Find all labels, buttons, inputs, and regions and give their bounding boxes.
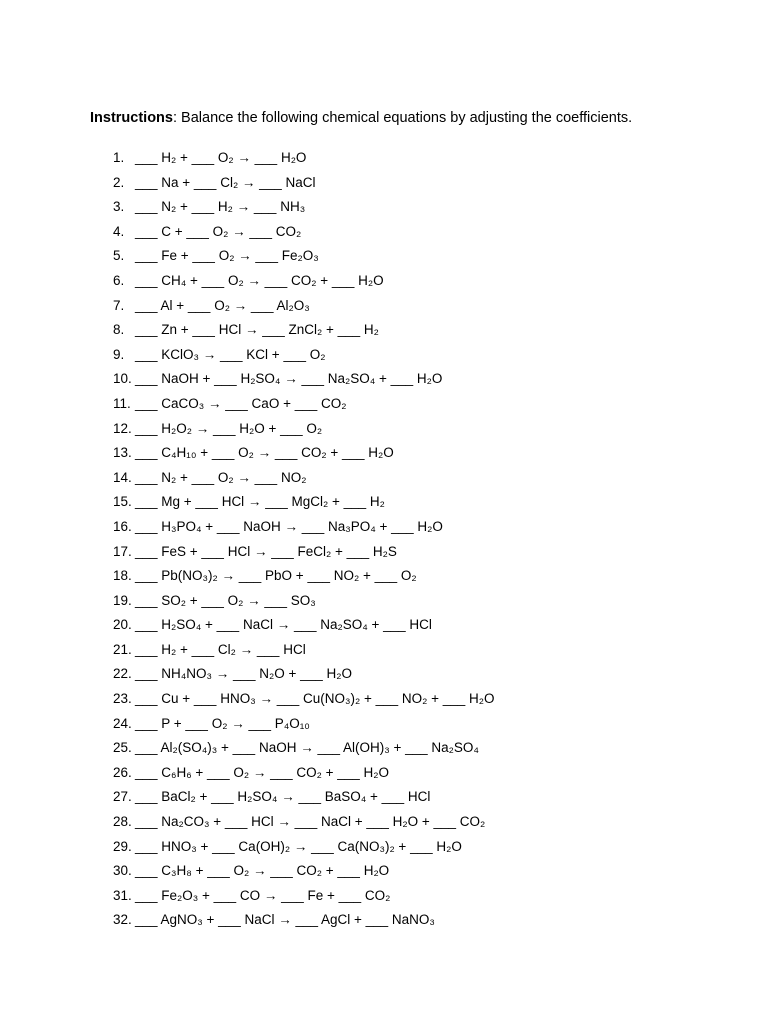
equation-item-31 <box>113 886 495 911</box>
equation-text: ___ H₂O₂ → ___ H₂O + ___ O₂ <box>135 420 323 436</box>
equation-number: 28. <box>113 814 132 830</box>
equation-text: ___ Fe + ___ O₂ → ___ Fe₂O₃ <box>135 248 319 264</box>
equation-item-20 <box>113 615 495 640</box>
equation-item-18 <box>113 566 495 591</box>
equation-item-3 <box>113 197 495 222</box>
equation-item-23 <box>113 689 495 714</box>
equation-number: 11. <box>113 395 131 411</box>
equation-item-9 <box>113 345 495 370</box>
equation-number: 24. <box>113 715 132 731</box>
equation-item-30 <box>113 861 495 886</box>
equation-number: 17. <box>113 543 132 559</box>
equation-number: 30. <box>113 863 132 879</box>
equation-number: 19. <box>113 592 132 608</box>
equation-item-24 <box>113 714 495 739</box>
equation-number: 1. <box>113 150 125 165</box>
equation-text: ___ SO₂ + ___ O₂ → ___ SO₃ <box>135 592 316 608</box>
equation-item-10 <box>113 369 495 394</box>
equation-text: ___ N₂ + ___ H₂ → ___ NH₃ <box>135 199 306 215</box>
equation-number: 32. <box>113 912 132 928</box>
equation-text: ___ C + ___ O₂ → ___ CO₂ <box>135 223 302 239</box>
equation-text: ___ NH₄NO₃ → ___ N₂O + ___ H₂O <box>135 666 352 682</box>
equation-number: 3. <box>113 199 125 215</box>
equation-item-12 <box>113 419 495 444</box>
equation-number: 20. <box>113 617 132 633</box>
equation-text: ___ Na + ___ Cl₂ → ___ NaCl <box>135 174 316 190</box>
equation-text: ___ FeS + ___ HCl → ___ FeCl₂ + ___ H₂S <box>135 543 397 559</box>
equation-item-25 <box>113 738 495 763</box>
equation-item-21 <box>113 640 495 665</box>
equation-text: ___ Al + ___ O₂ → ___ Al₂O₃ <box>135 297 310 313</box>
equation-item-16 <box>113 517 495 542</box>
equation-item-14 <box>113 468 495 493</box>
equation-number: 16. <box>113 518 132 534</box>
equation-number: 23. <box>113 691 132 707</box>
equation-item-13 <box>113 443 495 468</box>
equation-number: 7. <box>113 297 125 313</box>
equation-number: 15. <box>113 494 132 510</box>
instructions-label: Instructions <box>90 110 173 126</box>
equation-number: 22. <box>113 666 132 682</box>
equation-item-32 <box>113 910 495 935</box>
equation-text: ___ Mg + ___ HCl → ___ MgCl₂ + ___ H₂ <box>135 494 385 510</box>
equation-text: ___ Al₂(SO₄)₃ + ___ NaOH → ___ Al(OH)₃ + ___ Na₂SO₄ <box>135 740 479 756</box>
equation-item-22 <box>113 664 495 689</box>
equation-text: ___ HNO₃ + ___ Ca(OH)₂ → ___ Ca(NO₃)₂ + ___ H₂O <box>135 838 462 854</box>
equation-number: 21. <box>113 641 132 657</box>
equation-number: 5. <box>113 248 125 264</box>
equation-item-28 <box>113 812 495 837</box>
equation-item-6 <box>113 271 495 296</box>
equation-text: ___ Pb(NO₃)₂ → ___ PbO + ___ NO₂ + ___ O₂ <box>135 568 417 584</box>
equation-item-17 <box>113 542 495 567</box>
equation-item-27 <box>113 787 495 812</box>
equation-item-2 <box>113 173 495 198</box>
equation-item-29 <box>113 837 495 862</box>
instructions-text: : Balance the following chemical equations by adjusting the coefficients. <box>172 110 633 126</box>
equation-text: ___ KClO₃ → ___ KCl + ___ O₂ <box>135 346 326 362</box>
equation-number: 27. <box>113 789 132 805</box>
instructions-paragraph <box>90 108 632 128</box>
equation-text: ___ C₄H₁₀ + ___ O₂ → ___ CO₂ + ___ H₂O <box>135 445 394 461</box>
equation-item-11 <box>113 394 495 419</box>
equation-number: 13. <box>113 445 132 461</box>
equation-text: ___ BaCl₂ + ___ H₂SO₄ → ___ BaSO₄ + ___ HCl <box>135 789 431 805</box>
equation-item-5 <box>113 246 495 271</box>
equation-item-7 <box>113 296 495 321</box>
equation-number: 4. <box>113 223 125 239</box>
equation-number: 8. <box>113 322 125 338</box>
equation-text: ___ Fe₂O₃ + ___ CO → ___ Fe + ___ CO₂ <box>135 887 391 903</box>
equation-text: ___ Na₂CO₃ + ___ HCl → ___ NaCl + ___ H₂O + ___ CO₂ <box>135 814 486 830</box>
equation-number: 31. <box>113 887 132 903</box>
equation-number: 10. <box>113 371 132 387</box>
equation-number: 29. <box>113 838 132 854</box>
equation-number: 26. <box>113 764 132 780</box>
equation-number: 14. <box>113 469 132 485</box>
equation-text: ___ P + ___ O₂ → ___ P₄O₁₀ <box>135 715 310 731</box>
equation-text: ___ H₂ + ___ O₂ → ___ H₂O <box>135 150 307 165</box>
equation-text: ___ N₂ + ___ O₂ → ___ NO₂ <box>135 469 307 485</box>
equation-number: 2. <box>113 174 125 190</box>
equation-text: ___ Zn + ___ HCl → ___ ZnCl₂ + ___ H₂ <box>135 322 379 338</box>
equation-item-1 <box>113 148 495 173</box>
equation-item-8 <box>113 320 495 345</box>
equation-item-26 <box>113 763 495 788</box>
equation-text: ___ H₂SO₄ + ___ NaCl → ___ Na₂SO₄ + ___ HCl <box>135 617 432 633</box>
equation-text: ___ NaOH + ___ H₂SO₄ → ___ Na₂SO₄ + ___ H₂O <box>135 371 443 387</box>
equation-number: 12. <box>113 420 132 436</box>
equation-text: ___ CH₄ + ___ O₂ → ___ CO₂ + ___ H₂O <box>135 272 384 288</box>
equation-text: ___ H₃PO₄ + ___ NaOH → ___ Na₃PO₄ + ___ H₂O <box>135 518 443 534</box>
equation-number: 9. <box>113 346 125 362</box>
equation-number: 6. <box>113 272 125 288</box>
equation-text: ___ C₃H₈ + ___ O₂ → ___ CO₂ + ___ H₂O <box>135 863 390 879</box>
equation-item-19 <box>113 591 495 616</box>
equation-text: ___ CaCO₃ → ___ CaO + ___ CO₂ <box>135 395 347 411</box>
equation-text: ___ H₂ + ___ Cl₂ → ___ HCl <box>135 641 306 657</box>
equation-text: ___ Cu + ___ HNO₃ → ___ Cu(NO₃)₂ + ___ NO₂ + ___ H₂O <box>135 691 495 707</box>
equation-text: ___ AgNO₃ + ___ NaCl → ___ AgCl + ___ NaNO₃ <box>135 912 435 928</box>
equation-item-4 <box>113 222 495 247</box>
equation-number: 25. <box>113 740 132 756</box>
equation-list <box>113 148 495 935</box>
equation-number: 18. <box>113 568 132 584</box>
equation-text: ___ C₆H₆ + ___ O₂ → ___ CO₂ + ___ H₂O <box>135 764 389 780</box>
equation-item-15 <box>113 492 495 517</box>
